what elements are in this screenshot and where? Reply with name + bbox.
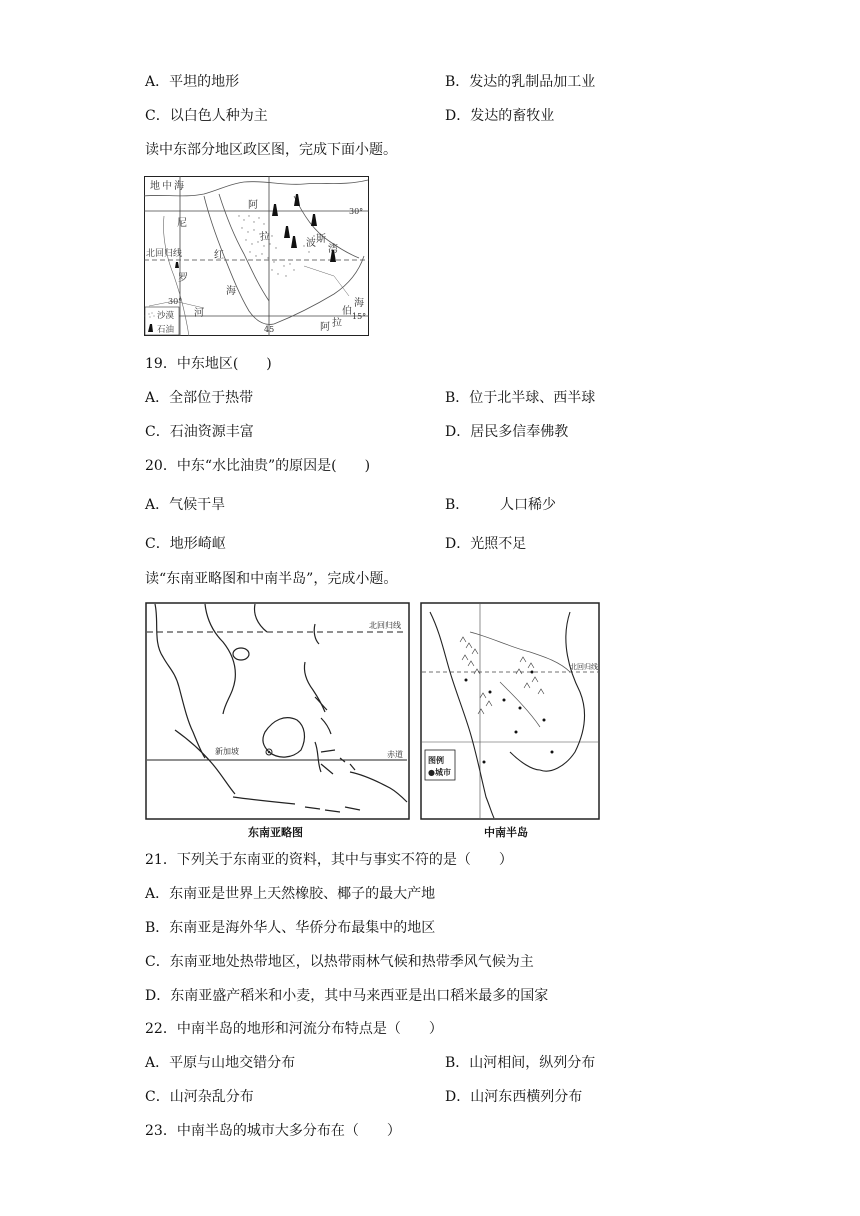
q20-option-b-letter: B． (445, 497, 470, 513)
q21-option-d: D．东南亚盛产稻米和小麦，其中马来西亚是出口稻米最多的国家 (145, 988, 549, 1004)
q21-stem: 21．下列关于东南亚的资料，其中与事实不符的是（ ） (145, 852, 513, 868)
q19-stem: 19．中东地区( ) (145, 356, 272, 372)
label-arab-4: 海 (354, 298, 364, 309)
q20-stem: 20．中东“水比油贵”的原因是( ) (145, 458, 371, 474)
q23-stem: 23．中南半岛的城市大多分布在（ ） (145, 1123, 401, 1139)
label-lat15: 15° (352, 312, 367, 321)
q20-option-a: A．气候干旱 (145, 497, 226, 513)
label-nile-2: 罗 (178, 273, 188, 284)
label-arab-3: 伯 (342, 306, 352, 317)
middle-east-map (144, 176, 369, 336)
indochina-legend-title: 图例 (428, 756, 444, 765)
q20-option-b-text: 人口稀少 (500, 497, 556, 513)
equator-label: 赤道 (387, 750, 403, 759)
q18-option-c: C．以白色人种为主 (145, 108, 268, 124)
southeast-asia-caption: 东南亚略图 (248, 826, 303, 839)
label-persian-3: 湾 (328, 244, 338, 255)
middle-east-intro: 读中东部分地区政区图，完成下面小题。 (145, 142, 397, 158)
label-persian-2: 斯 (316, 234, 326, 245)
southeast-asia-map (145, 602, 410, 820)
q19-option-b: B．位于北半球、西半球 (445, 390, 596, 406)
q22-option-d: D．山河东西横列分布 (445, 1089, 583, 1105)
label-arab-5: 阿 (320, 322, 330, 333)
indochina-tropic-label: 北回归线 (570, 663, 598, 671)
q22-option-a: A．平原与山地交错分布 (145, 1055, 296, 1071)
q20-option-d: D．光照不足 (445, 536, 527, 552)
label-lat30: 30° (349, 207, 364, 216)
q18-option-d: D．发达的畜牧业 (445, 108, 555, 124)
indochina-caption: 中南半岛 (484, 826, 528, 839)
label-med-2: 中 (162, 181, 172, 192)
label-red-1: 红 (214, 250, 224, 261)
label-nile-1: 尼 (177, 218, 187, 229)
q22-stem: 22．中南半岛的地形和河流分布特点是（ ） (145, 1021, 443, 1037)
sea-tropic-label: 北回归线 (369, 621, 401, 630)
q22-option-c: C．山河杂乱分布 (145, 1089, 254, 1105)
label-arab-1: 阿 (248, 200, 258, 211)
q20-option-c: C．地形崎岖 (145, 536, 226, 552)
indochina-legend-city: ●城市 (428, 768, 451, 777)
label-lon30: 30° (168, 297, 183, 306)
label-nile-3: 河 (194, 308, 204, 319)
q19-option-d: D．居民多信奉佛教 (445, 424, 569, 440)
label-arab-6: 拉 (332, 318, 342, 329)
q21-option-c: C．东南亚地处热带地区，以热带雨林气候和热带季风气候为主 (145, 954, 534, 970)
q22-option-b: B．山河相间，纵列分布 (445, 1055, 596, 1071)
southeast-asia-intro: 读“东南亚略图和中南半岛”，完成小题。 (145, 571, 398, 587)
legend-desert: 沙漠 (157, 311, 175, 321)
q19-option-c: C．石油资源丰富 (145, 424, 254, 440)
label-red-2: 海 (226, 286, 236, 297)
label-lon45: 45 (264, 325, 275, 334)
q18-option-b: B．发达的乳制品加工业 (445, 74, 596, 90)
q19-option-a: A．全部位于热带 (145, 390, 254, 406)
label-persian-1: 波 (306, 238, 316, 249)
q18-option-a: A．平坦的地形 (145, 74, 240, 90)
label-arab-2: 拉 (260, 232, 270, 243)
singapore-label: 新加坡 (215, 747, 239, 756)
q21-option-b: B．东南亚是海外华人、华侨分布最集中的地区 (145, 920, 436, 936)
legend-oil: 石油 (157, 325, 175, 335)
label-med-1: 地 (150, 181, 160, 192)
label-med-3: 海 (174, 181, 184, 192)
q21-option-a: A．东南亚是世界上天然橡胶、椰子的最大产地 (145, 886, 436, 902)
label-tropic: 北回归线 (146, 249, 183, 259)
indochina-map (420, 602, 600, 820)
